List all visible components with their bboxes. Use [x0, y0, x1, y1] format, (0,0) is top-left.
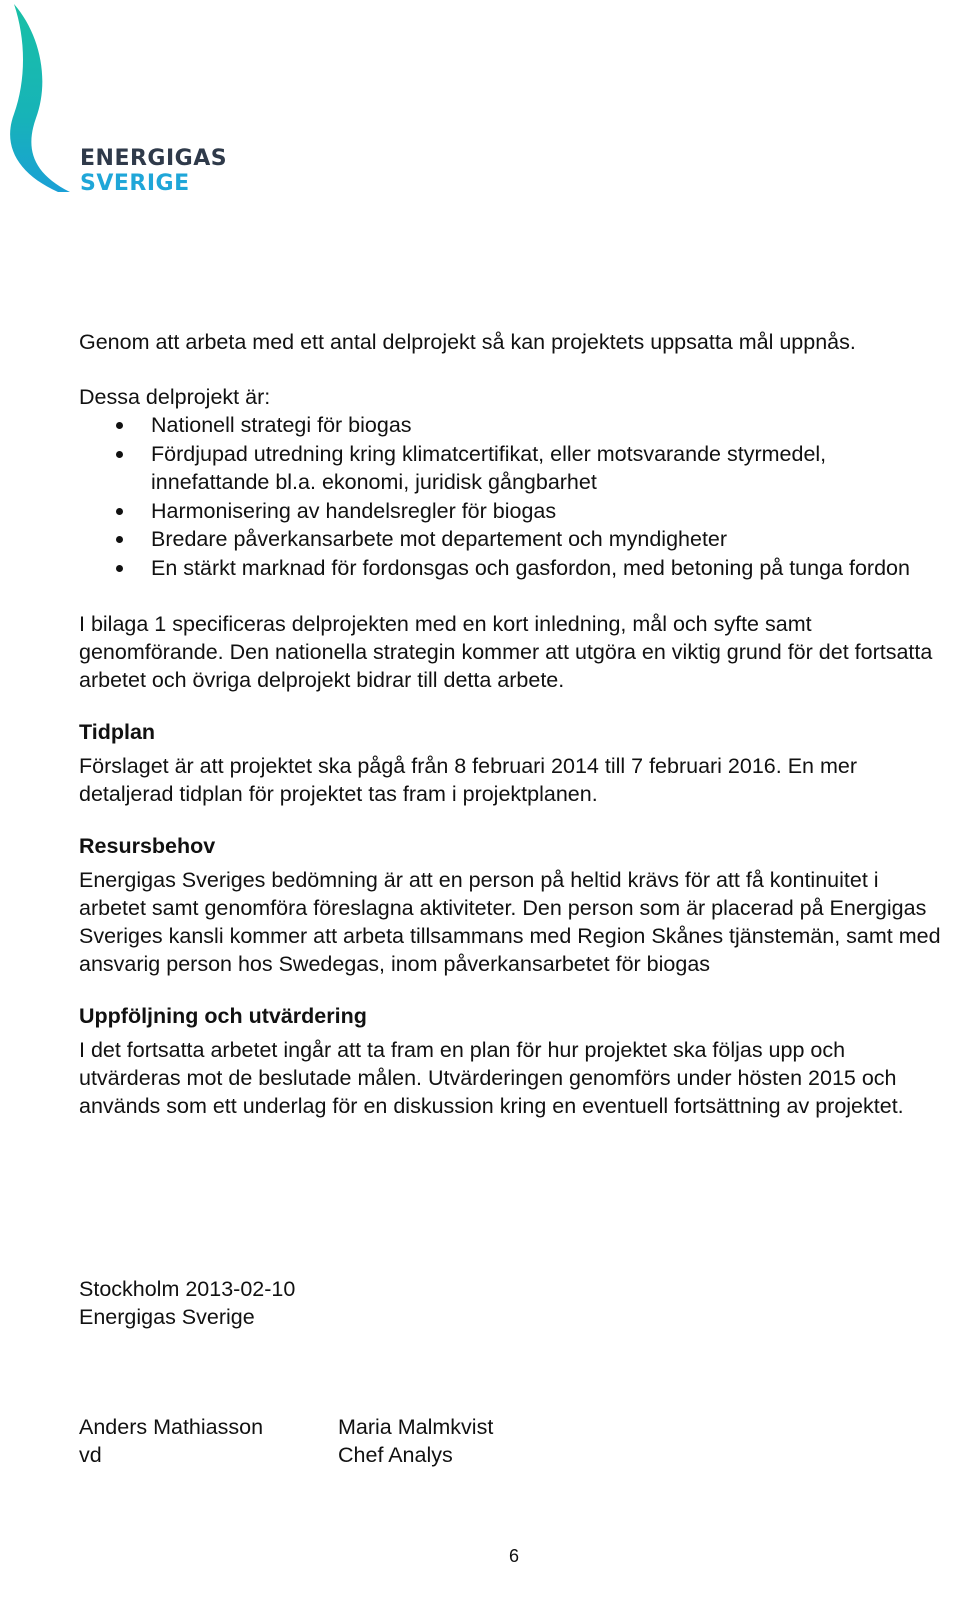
tidplan-paragraph: Förslaget är att projektet ska pågå från 8 februari 2014 till 7 februari 2016. En mer detaljerad tidplan för projektet tas fram i projektplanen. [79, 754, 858, 806]
list-item: Nationell strategi för biogas [79, 411, 949, 440]
signoff-organization: Energigas Sverige [79, 1305, 255, 1329]
list-item: En stärkt marknad för fordonsgas och gasfordon, med betoning på tunga fordon [79, 554, 949, 583]
signer-block [338, 1413, 493, 1469]
signer-title: vd [79, 1443, 102, 1467]
document-body [79, 328, 949, 1120]
appendix-paragraph: I bilaga 1 specificeras delprojekten med en kort inledning, mål och syfte samt genomförande. Den nationella strategin kommer att utgöra en viktig grund för det fortsatta arbetet och övriga delprojekt bidrar till detta arbete. [79, 612, 933, 692]
energigas-logo [0, 0, 240, 210]
list-item: Bredare påverkansarbete mot departement och myndigheter [79, 525, 949, 554]
heading-uppfoljning: Uppföljning och utvärdering [79, 1004, 367, 1028]
signer-title: Chef Analys [338, 1443, 453, 1467]
resursbehov-paragraph: Energigas Sveriges bedömning är att en person på heltid krävs för att få kontinuitet i arbetet samt genomföra föreslagna aktiviteter. Den person som är placerad på Energigas Sveriges kansli kommer att arbeta tillsammans med Region Skånes tjänstemän, samt med ansvarig person hos Swedegas, inom påverkansarbetet för biogas [79, 868, 941, 976]
uppfoljning-paragraph: I det fortsatta arbetet ingår att ta fram en plan för hur projektet ska följas upp och utvärderas mot de beslutade målen. Utvärderingen genomförs under hösten 2015 och används som ett underlag för en diskussion kring en eventuell fortsättning av projektet. [79, 1038, 904, 1118]
page-number: 6 [508, 1546, 519, 1566]
signer-block [79, 1413, 263, 1469]
subprojects-list [79, 411, 949, 582]
logo-text-energigas: ENERGIGAS [80, 146, 228, 171]
logo-text-sverige: SVERIGE [80, 171, 190, 196]
signoff-place-date: Stockholm 2013-02-10 [79, 1277, 296, 1301]
heading-tidplan: Tidplan [79, 720, 156, 744]
signoff [79, 1275, 295, 1331]
signer-name: Maria Malmkvist [338, 1415, 494, 1439]
heading-resursbehov: Resursbehov [79, 834, 216, 858]
list-item: Harmonisering av handelsregler för biogas [79, 497, 949, 526]
list-item: Fördjupad utredning kring klimatcertifikat, eller motsvarande styrmedel, innefattande bl.a. ekonomi, juridisk gångbarhet [79, 440, 949, 497]
intro-paragraph: Genom att arbeta med ett antal delprojekt så kan projektets uppsatta mål uppnås. [79, 330, 856, 354]
signer-name: Anders Mathiasson [79, 1415, 264, 1439]
subprojects-intro: Dessa delprojekt är: [79, 385, 271, 409]
